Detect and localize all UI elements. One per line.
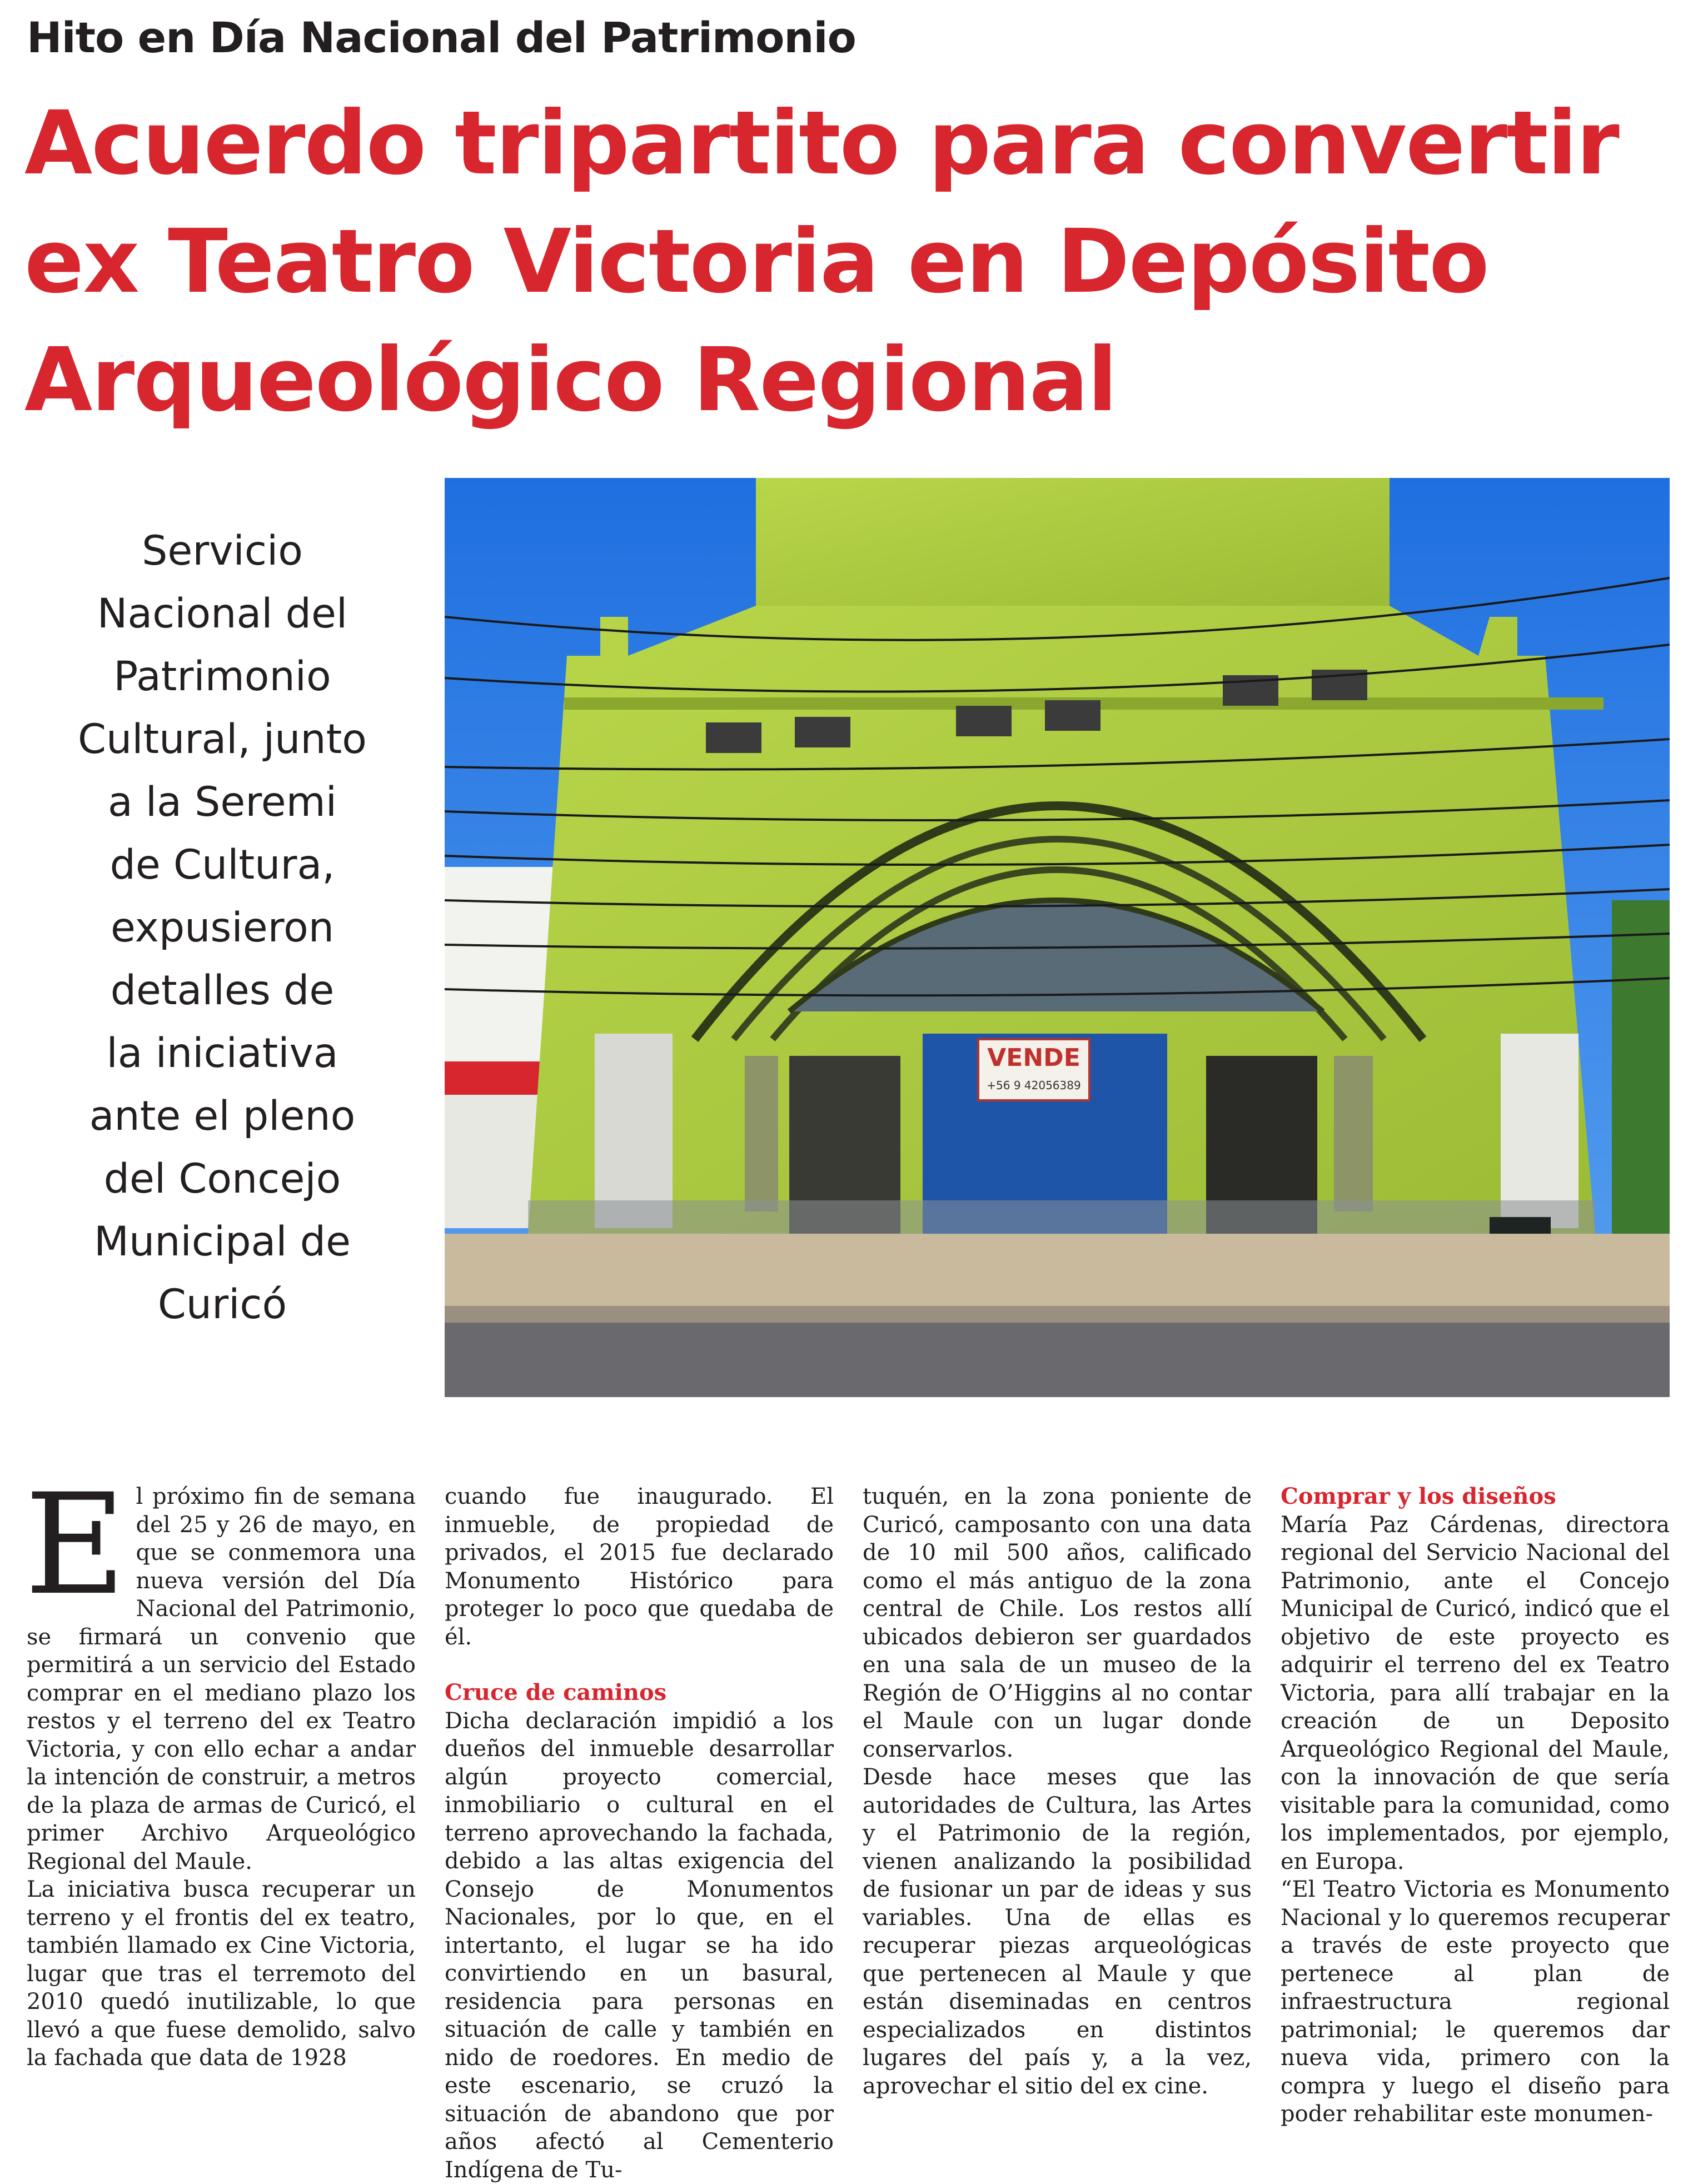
subheading: Cruce de caminos <box>445 1679 834 1707</box>
lead-line: Patrimonio <box>33 645 411 708</box>
paragraph: l próximo fin de semana del 25 y 26 de mayo, en que se conmemora una nueva versión del Día Nacional del Patrimonio, se firmará un convenio que permitirá a un servicio del Estado comprar en el mediano plazo los restos y el terreno del ex Teatro Victoria, y con ello echar a andar la intención de construir, a metros de la plaza de armas de Curicó, el primer Archivo Arqueológico Regional del Maule. <box>27 1483 416 1876</box>
lead-text <box>33 520 411 1336</box>
lead-line: a la Seremi <box>33 771 411 834</box>
theatre-photo <box>445 478 1670 1397</box>
article-column-1 <box>27 1483 416 2072</box>
paragraph: cuando fue inaugurado. El inmueble, de propiedad de privados, el 2015 fue declarado Monumento Histórico para proteger lo poco que quedaba de él. <box>445 1483 834 1651</box>
lead-line: ante el pleno <box>33 1085 411 1148</box>
subheading: Comprar y los diseños <box>1281 1483 1670 1511</box>
lead-line: la iniciativa <box>33 1022 411 1085</box>
lead-line: del Concejo <box>33 1148 411 1210</box>
kicker: Hito en Día Nacional del Patrimonio <box>27 10 1672 66</box>
dropcap: E <box>24 1489 126 1600</box>
lead-line: de Cultura, <box>33 834 411 896</box>
paragraph: “El Teatro Victoria es Monumento Nacional y lo queremos recuperar a través de este proyecto que pertenece al plan de infraestructura regional patrimonial; le queremos dar nueva vida, primero con la compra y luego el diseño para poder rehabilitar este monumen- <box>1281 1876 1670 2128</box>
headline <box>24 84 1681 440</box>
headline-line-3: Arqueológico Regional <box>24 321 1681 440</box>
headline-line-1: Acuerdo tripartito para convertir <box>24 84 1681 203</box>
lead-line: Nacional del <box>33 582 411 645</box>
paragraph: tuquén, en la zona poniente de Curicó, camposanto con una data de 10 mil 500 años, calificado como el más antiguo de la zona central de Chile. Los restos allí ubicados debieron ser guardados en una sala de un museo de la Región de O’Higgins al no contar el Maule con un lugar donde conservarlos. <box>863 1483 1252 1763</box>
lead-line: Municipal de <box>33 1210 411 1273</box>
paragraph: María Paz Cárdenas, directora regional del Servicio Nacional del Patrimonio, ante el Concejo Municipal de Curicó, indicó que el objetivo de este proyecto es adquirir el terreno del ex Teatro Victoria, para allí trabajar en la creación de un Deposito Arqueológico Regional del Maule, con la innovación de que sería visitable para la comunidad, como los implementados, por ejemplo, en Europa. <box>1281 1511 1670 1876</box>
paragraph: La iniciativa busca recuperar un terreno y el frontis del ex teatro, también llamado ex Cine Victoria, lugar que tras el terremoto del 2010 quedó inutilizable, lo que llevó a que fuese demolido, salvo la fachada que data de 1928 <box>27 1876 416 2072</box>
article-column-2 <box>445 1483 834 2184</box>
sale-sign-text: VENDE <box>987 1044 1080 1072</box>
lead-line: Cultural, junto <box>33 708 411 771</box>
article-body <box>27 1483 1672 2044</box>
paragraph: Desde hace meses que las autoridades de Cultura, las Artes y el Patrimonio de la región, vienen analizando la posibilidad de fusionar un par de ideas y sus variables. Una de ellas es recuperar piezas arqueológicas que pertenecen al Maule y que están diseminadas en centros especializados en distintos lugares del país y, a la vez, aprovechar el sitio del ex cine. <box>863 1763 1252 2100</box>
headline-line-2: ex Teatro Victoria en Depósito <box>24 203 1681 321</box>
lead-line: detalles de <box>33 959 411 1022</box>
sale-sign-phone: +56 9 42056389 <box>987 1079 1080 1092</box>
lead-line: expusieron <box>33 896 411 959</box>
article-column-4 <box>1281 1483 1670 2128</box>
paragraph: Dicha declaración impidió a los dueños del inmueble desarrollar algún proyecto comercial, inmobiliario o cultural en el terreno aprovechando la fachada, debido a las altas exigencia del Consejo de Monumentos Nacionales, por lo que, en el intertanto, el lugar se ha ido convirtiendo en un basural, residencia para personas en situación de calle y también en nido de roedores. En medio de este escenario, se cruzó la situación de abandono que por años afectó al Cementerio Indígena de Tu- <box>445 1707 834 2184</box>
article-column-3 <box>863 1483 1252 2100</box>
lead-line: Servicio <box>33 520 411 582</box>
lead-line: Curicó <box>33 1273 411 1336</box>
